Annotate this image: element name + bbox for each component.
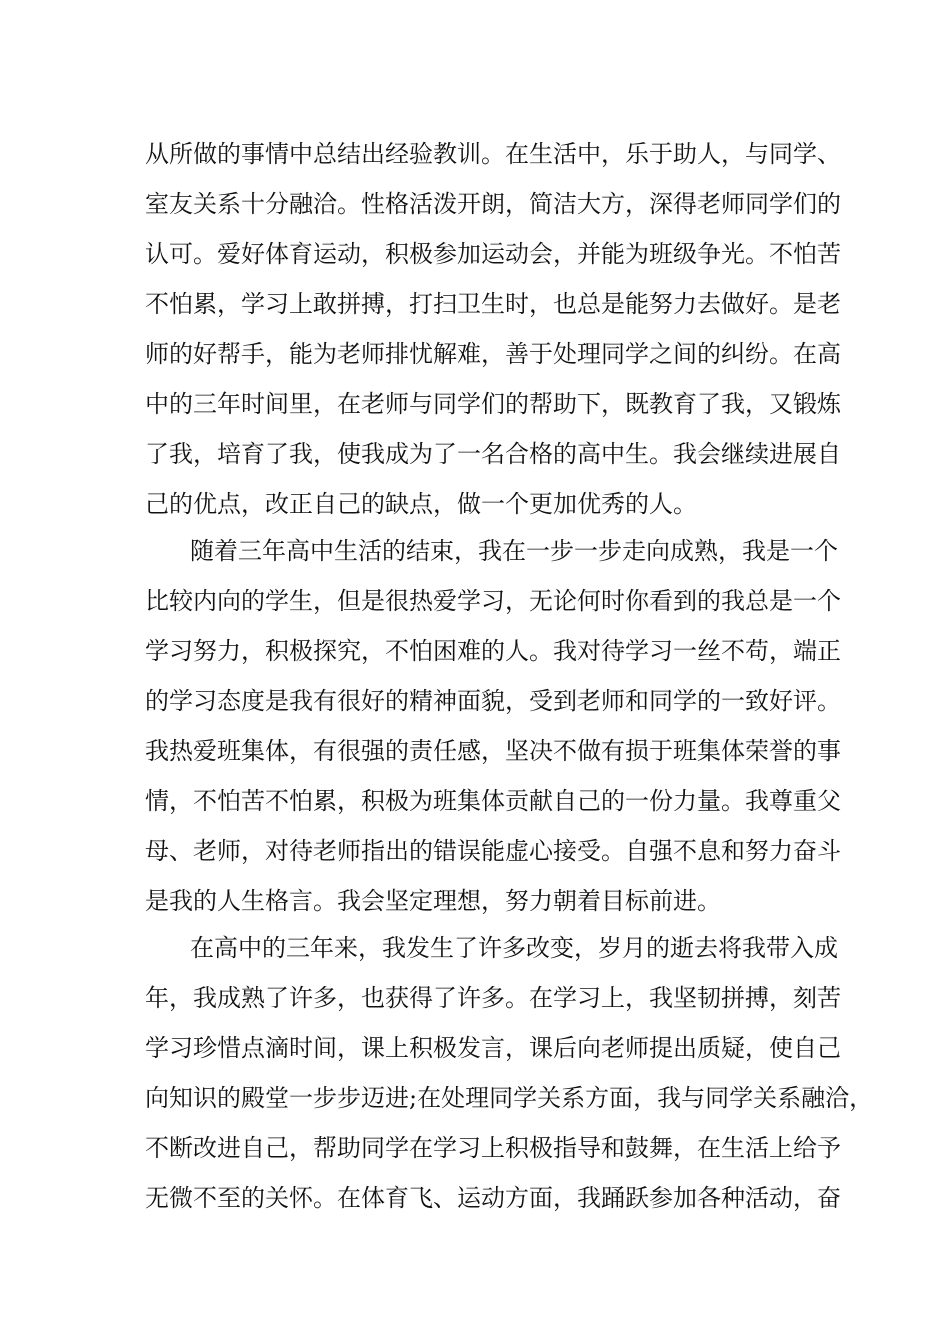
- paragraph-3-line-6: 无微不至的关怀。在体育飞、运动方面，我踊跃参加各种活动，奋: [145, 1184, 841, 1212]
- paragraph-1-line-8: 己的优点，改正自己的缺点，做一个更加优秀的人。: [145, 490, 697, 518]
- paragraph-1-line-2: 室友关系十分融洽。性格活泼开朗，简洁大方，深得老师同学们的: [145, 190, 841, 218]
- paragraph-1-line-4: 不怕累，学习上敢拼搏，打扫卫生时，也总是能努力去做好。是老: [145, 290, 841, 318]
- paragraph-2-line-1: 随着三年高中生活的结束，我在一步一步走向成熟，我是一个: [190, 537, 838, 565]
- paragraph-2-line-3: 学习努力，积极探究，不怕困难的人。我对待学习一丝不苟，端正: [145, 637, 841, 665]
- paragraph-3-line-1: 在高中的三年来，我发生了许多改变，岁月的逝去将我带入成: [190, 934, 838, 962]
- paragraph-2-line-6: 情，不怕苦不怕累，积极为班集体贡献自己的一份力量。我尊重父: [145, 787, 841, 815]
- paragraph-1-line-7: 了我，培育了我，使我成为了一名合格的高中生。我会继续进展自: [145, 440, 841, 468]
- paragraph-2-line-4: 的学习态度是我有很好的精神面貌，受到老师和同学的一致好评。: [145, 687, 841, 715]
- paragraph-3-line-3: 学习珍惜点滴时间，课上积极发言，课后向老师提出质疑，使自己: [145, 1034, 841, 1062]
- paragraph-2-line-2: 比较内向的学生，但是很热爱学习，无论何时你看到的我总是一个: [145, 587, 841, 615]
- paragraph-3-line-4: 向知识的殿堂一步步迈进;在处理同学关系方面，我与同学关系融洽，: [145, 1084, 874, 1112]
- paragraph-3-line-5: 不断改进自己，帮助同学在学习上积极指导和鼓舞，在生活上给予: [145, 1134, 841, 1162]
- paragraph-1-line-5: 师的好帮手，能为老师排忧解难，善于处理同学之间的纠纷。在高: [145, 340, 841, 368]
- paragraph-1-line-3: 认可。爱好体育运动，积极参加运动会，并能为班级争光。不怕苦: [145, 240, 841, 268]
- paragraph-2-line-7: 母、老师，对待老师指出的错误能虚心接受。自强不息和努力奋斗: [145, 837, 841, 865]
- paragraph-1-line-6: 中的三年时间里，在老师与同学们的帮助下，既教育了我，又锻炼: [145, 390, 841, 418]
- paragraph-2-line-8: 是我的人生格言。我会坚定理想，努力朝着目标前进。: [145, 887, 721, 915]
- paragraph-1-line-1: 从所做的事情中总结出经验教训。在生活中，乐于助人，与同学、: [145, 140, 841, 168]
- paragraph-3-line-2: 年，我成熟了许多，也获得了许多。在学习上，我坚韧拼搏，刻苦: [145, 984, 841, 1012]
- paragraph-2-line-5: 我热爱班集体，有很强的责任感，坚决不做有损于班集体荣誉的事: [145, 737, 841, 765]
